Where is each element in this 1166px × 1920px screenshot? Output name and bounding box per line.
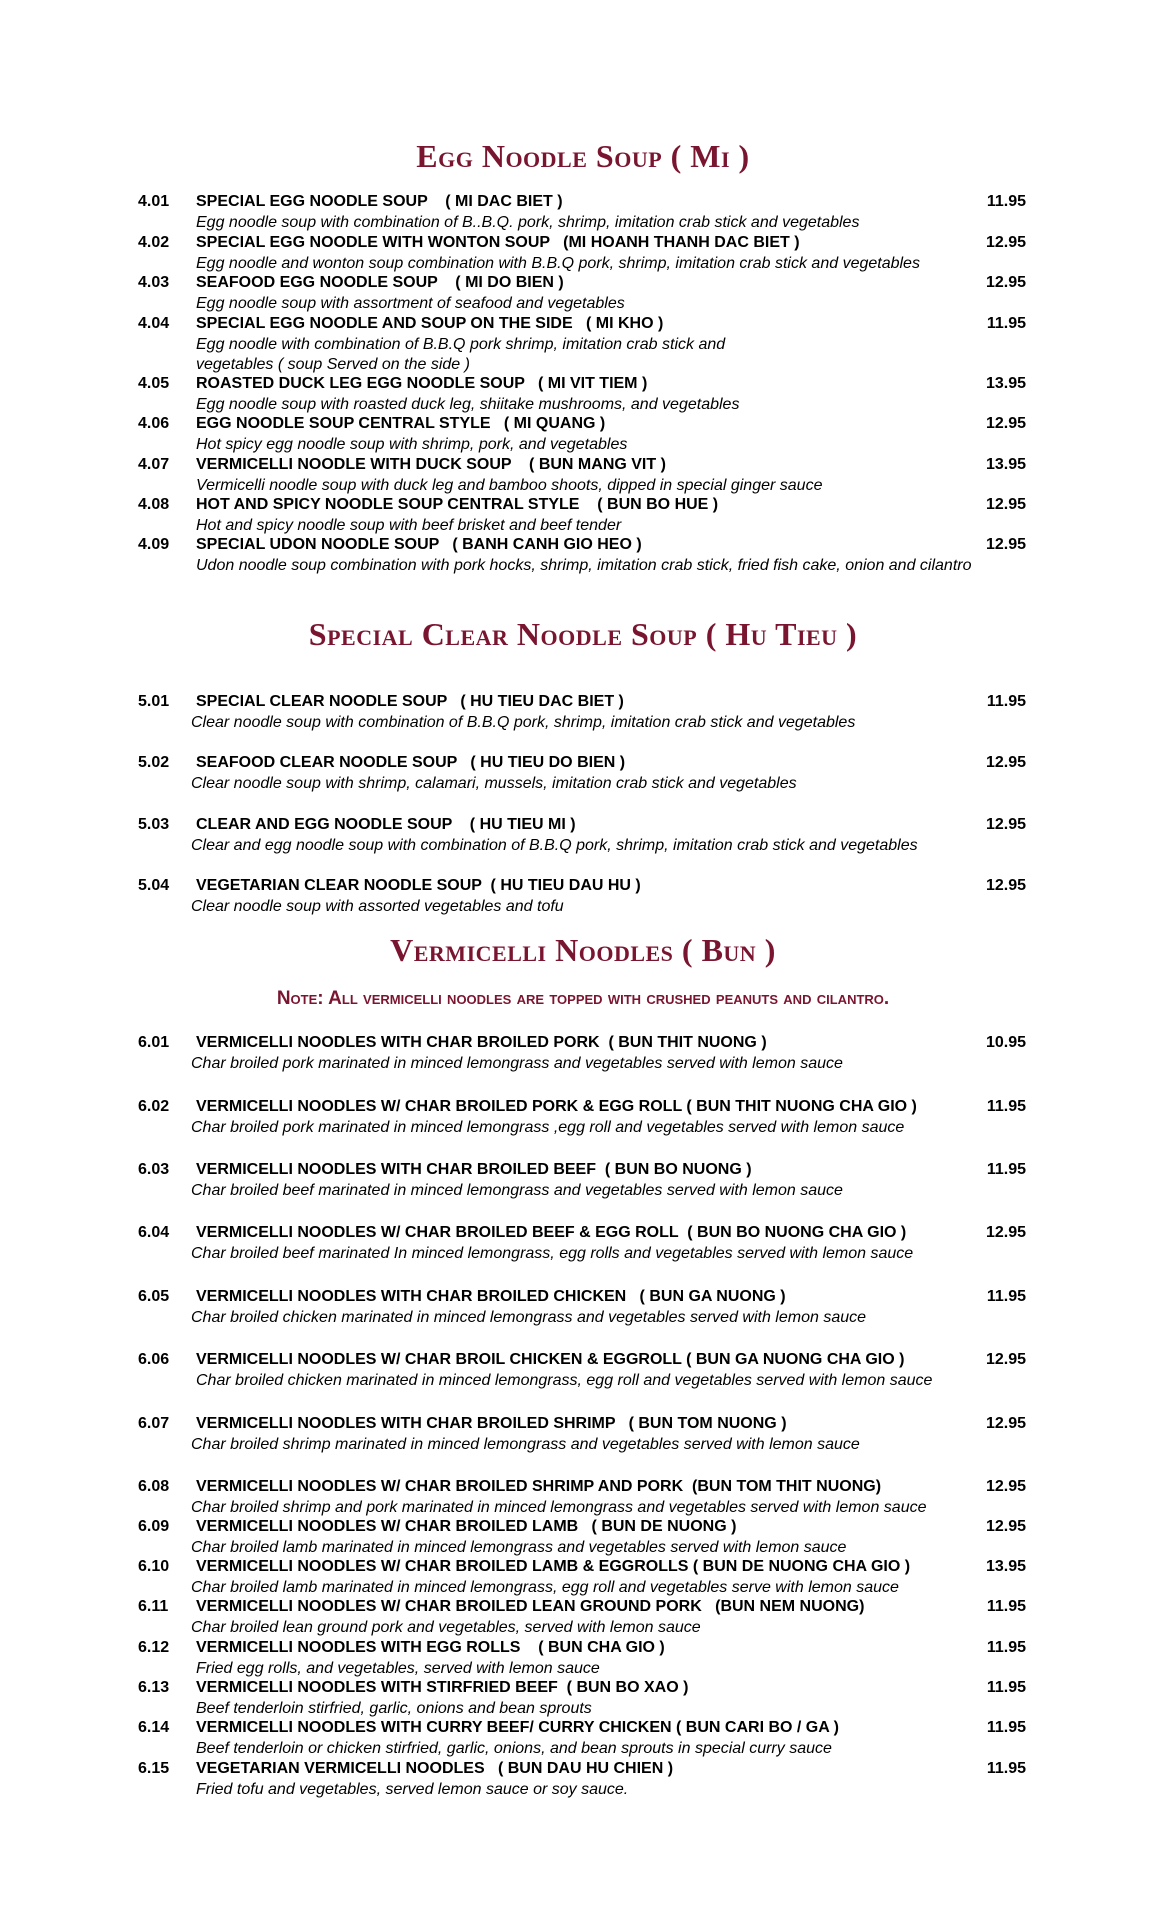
item-number: 5.03 [138, 816, 170, 833]
item-price: 12.95 [985, 415, 1026, 432]
item-name: VERMICELLI NOODLE WITH DUCK SOUP ( BUN MANG VIT ) [196, 456, 666, 473]
item-number: 6.15 [138, 1760, 170, 1777]
item-price: 10.95 [985, 1034, 1026, 1051]
item-description: Char broiled lean ground pork and vegetables, served with lemon sauce [191, 1619, 701, 1636]
item-number: 6.14 [138, 1719, 170, 1736]
item-price: 12.95 [985, 234, 1026, 251]
item-price: 13.95 [985, 375, 1026, 392]
item-number: 4.02 [138, 234, 170, 251]
item-description: Char broiled chicken marinated in minced lemongrass, egg roll and vegetables served with lemon sauce [196, 1372, 933, 1389]
item-name: SPECIAL EGG NOODLE AND SOUP ON THE SIDE ( MI KHO ) [196, 315, 664, 332]
item-name: ROASTED DUCK LEG EGG NOODLE SOUP ( MI VIT TIEM ) [196, 375, 648, 392]
item-name: SEAFOOD EGG NOODLE SOUP ( MI DO BIEN ) [196, 274, 564, 291]
item-description: Beef tenderloin stirfried, garlic, onions and bean sprouts [196, 1700, 592, 1717]
item-price: 12.95 [985, 1415, 1026, 1432]
item-description: Char broiled beef marinated In minced lemongrass, egg rolls and vegetables served with lemon sauce [191, 1245, 914, 1262]
item-name: VERMICELLI NOODLES W/ CHAR BROILED SHRIMP AND PORK (BUN TOM THIT NUONG) [196, 1478, 882, 1495]
item-number: 6.11 [138, 1598, 169, 1615]
item-number: 6.09 [138, 1518, 170, 1535]
item-name: EGG NOODLE SOUP CENTRAL STYLE ( MI QUANG ) [196, 415, 606, 432]
item-description: Clear and egg noodle soup with combination of B.B.Q pork, shrimp, imitation crab stick and vegetables [191, 837, 918, 854]
item-name: VERMICELLI NOODLES W/ CHAR BROILED BEEF & EGG ROLL ( BUN BO NUONG CHA GIO ) [196, 1224, 907, 1241]
item-price: 11.95 [986, 1719, 1026, 1736]
item-name: SPECIAL CLEAR NOODLE SOUP ( HU TIEU DAC BIET ) [196, 693, 624, 710]
item-name: SEAFOOD CLEAR NOODLE SOUP ( HU TIEU DO BIEN ) [196, 754, 626, 771]
item-number: 4.05 [138, 375, 170, 392]
item-price: 12.95 [985, 754, 1026, 771]
item-description: Fried egg rolls, and vegetables, served with lemon sauce [196, 1660, 600, 1677]
section-title-vermicelli-noodles: Vermicelli Noodles ( Bun ) [390, 932, 776, 968]
item-name: VERMICELLI NOODLES WITH EGG ROLLS ( BUN CHA GIO ) [196, 1639, 665, 1656]
item-number: 5.04 [138, 877, 170, 894]
item-name: VERMICELLI NOODLES WITH CHAR BROILED PORK ( BUN THIT NUONG ) [196, 1034, 767, 1051]
item-description: Fried tofu and vegetables, served lemon sauce or soy sauce. [196, 1781, 629, 1798]
item-price: 12.95 [985, 536, 1026, 553]
item-description: Char broiled shrimp and pork marinated in minced lemongrass and vegetables served with lemon sauce [191, 1499, 927, 1516]
item-description: Char broiled lamb marinated in minced lemongrass, egg roll and vegetables serve with lemon sauce [191, 1579, 899, 1596]
item-name: CLEAR AND EGG NOODLE SOUP ( HU TIEU MI ) [196, 816, 576, 833]
item-number: 6.12 [138, 1639, 170, 1656]
item-description: Clear noodle soup with shrimp, calamari, mussels, imitation crab stick and vegetables [191, 775, 797, 792]
item-number: 5.02 [138, 754, 170, 771]
item-number: 4.04 [138, 315, 170, 332]
item-price: 11.95 [986, 1098, 1026, 1115]
item-name: VEGETARIAN CLEAR NOODLE SOUP ( HU TIEU DAU HU ) [196, 877, 641, 894]
item-description: Hot and spicy noodle soup with beef brisket and beef tender [196, 517, 622, 534]
section-title-egg-noodle-soup: Egg Noodle Soup ( Mi ) [416, 138, 750, 174]
item-name: VERMICELLI NOODLES W/ CHAR BROILED LAMB ( BUN DE NUONG ) [196, 1518, 737, 1535]
item-number: 4.01 [138, 193, 170, 210]
item-number: 4.03 [138, 274, 170, 291]
item-price: 12.95 [985, 1224, 1026, 1241]
item-name: VERMICELLI NOODLES W/ CHAR BROILED PORK & EGG ROLL ( BUN THIT NUONG CHA GIO ) [196, 1098, 917, 1115]
item-name: VERMICELLI NOODLES WITH CHAR BROILED SHRIMP ( BUN TOM NUONG ) [196, 1415, 787, 1432]
vermicelli-note: Note: All vermicelli noodles are topped with crushed peanuts and cilantro. [276, 988, 890, 1009]
item-description: Char broiled pork marinated in minced lemongrass ,egg roll and vegetables served with lemon sauce [191, 1119, 905, 1136]
item-price: 12.95 [985, 274, 1026, 291]
item-number: 6.07 [138, 1415, 170, 1432]
item-description: Char broiled pork marinated in minced lemongrass and vegetables served with lemon sauce [191, 1055, 843, 1072]
item-number: 4.07 [138, 456, 170, 473]
item-number: 6.06 [138, 1351, 170, 1368]
item-price: 12.95 [985, 496, 1026, 513]
item-description: Egg noodle and wonton soup combination with B.B.Q pork, shrimp, imitation crab stick and vegetables [196, 255, 920, 272]
item-name: HOT AND SPICY NOODLE SOUP CENTRAL STYLE ( BUN BO HUE ) [196, 496, 719, 513]
item-description: Udon noodle soup combination with pork hocks, shrimp, imitation crab stick, fried fish cake, onion and cilantro [196, 557, 972, 574]
item-price: 11.95 [986, 193, 1026, 210]
item-description: Hot spicy egg noodle soup with shrimp, pork, and vegetables [196, 436, 628, 453]
section-title-clear-noodle-soup: Special Clear Noodle Soup ( Hu Tieu ) [308, 616, 858, 652]
item-number: 4.09 [138, 536, 170, 553]
item-description: Char broiled shrimp marinated in minced lemongrass and vegetables served with lemon sauce [191, 1436, 860, 1453]
item-price: 11.95 [986, 1161, 1026, 1178]
item-name: VERMICELLI NOODLES W/ CHAR BROILED LAMB & EGGROLLS ( BUN DE NUONG CHA GIO ) [196, 1558, 911, 1575]
item-name: VERMICELLI NOODLES W/ CHAR BROILED LEAN GROUND PORK (BUN NEM NUONG) [196, 1598, 865, 1615]
item-price: 12.95 [985, 1351, 1026, 1368]
item-number: 6.01 [138, 1034, 170, 1051]
item-price: 11.95 [986, 1598, 1026, 1615]
item-description: Char broiled lamb marinated in minced lemongrass and vegetables served with lemon sauce [191, 1539, 847, 1556]
item-number: 6.13 [138, 1679, 170, 1696]
item-number: 6.03 [138, 1161, 170, 1178]
item-description: Vermicelli noodle soup with duck leg and bamboo shoots, dipped in special ginger sauce [196, 477, 823, 494]
item-description: Egg noodle soup with roasted duck leg, shiitake mushrooms, and vegetables [196, 396, 740, 413]
item-name: VERMICELLI NOODLES WITH CHAR BROILED CHICKEN ( BUN GA NUONG ) [196, 1288, 786, 1305]
item-name: VERMICELLI NOODLES W/ CHAR BROIL CHICKEN & EGGROLL ( BUN GA NUONG CHA GIO ) [196, 1351, 905, 1368]
item-price: 11.95 [986, 1288, 1026, 1305]
item-number: 6.10 [138, 1558, 170, 1575]
item-description: Beef tenderloin or chicken stirfried, garlic, onions, and bean sprouts in special curry sauce [196, 1740, 832, 1757]
item-number: 6.08 [138, 1478, 170, 1495]
item-name: VEGETARIAN VERMICELLI NOODLES ( BUN DAU HU CHIEN ) [196, 1760, 674, 1777]
item-number: 6.05 [138, 1288, 170, 1305]
item-number: 6.02 [138, 1098, 170, 1115]
item-price: 11.95 [986, 1760, 1026, 1777]
item-price: 13.95 [985, 456, 1026, 473]
item-number: 4.08 [138, 496, 170, 513]
item-description: Egg noodle soup with combination of B..B.Q. pork, shrimp, imitation crab stick and vegetables [196, 214, 860, 231]
item-description: Clear noodle soup with combination of B.B.Q pork, shrimp, imitation crab stick and vegetables [191, 714, 856, 731]
item-name: SPECIAL EGG NOODLE WITH WONTON SOUP (MI HOANH THANH DAC BIET ) [196, 234, 800, 251]
item-price: 11.95 [986, 1679, 1026, 1696]
item-price: 12.95 [985, 1518, 1026, 1535]
item-price: 11.95 [986, 1639, 1026, 1656]
item-name: SPECIAL UDON NOODLE SOUP ( BANH CANH GIO HEO ) [196, 536, 642, 553]
item-description: Egg noodle soup with assortment of seafood and vegetables [196, 295, 625, 312]
item-price: 13.95 [985, 1558, 1026, 1575]
item-name: VERMICELLI NOODLES WITH CURRY BEEF/ CURRY CHICKEN ( BUN CARI BO / GA ) [196, 1719, 839, 1736]
item-price: 12.95 [985, 816, 1026, 833]
item-price: 11.95 [986, 315, 1026, 332]
item-description: Egg noodle with combination of B.B.Q pork shrimp, imitation crab stick and vegetables ( soup Served on the side ) [196, 336, 726, 373]
item-price: 11.95 [986, 693, 1026, 710]
item-description: Clear noodle soup with assorted vegetables and tofu [191, 898, 564, 915]
item-number: 4.06 [138, 415, 170, 432]
item-price: 12.95 [985, 877, 1026, 894]
item-price: 12.95 [985, 1478, 1026, 1495]
item-number: 6.04 [138, 1224, 170, 1241]
item-name: VERMICELLI NOODLES WITH STIRFRIED BEEF ( BUN BO XAO ) [196, 1679, 689, 1696]
item-number: 5.01 [138, 693, 170, 710]
item-name: VERMICELLI NOODLES WITH CHAR BROILED BEEF ( BUN BO NUONG ) [196, 1161, 752, 1178]
item-name: SPECIAL EGG NOODLE SOUP ( MI DAC BIET ) [196, 193, 563, 210]
item-description: Char broiled chicken marinated in minced lemongrass and vegetables served with lemon sauce [191, 1309, 867, 1326]
item-description: Char broiled beef marinated in minced lemongrass and vegetables served with lemon sauce [191, 1182, 843, 1199]
